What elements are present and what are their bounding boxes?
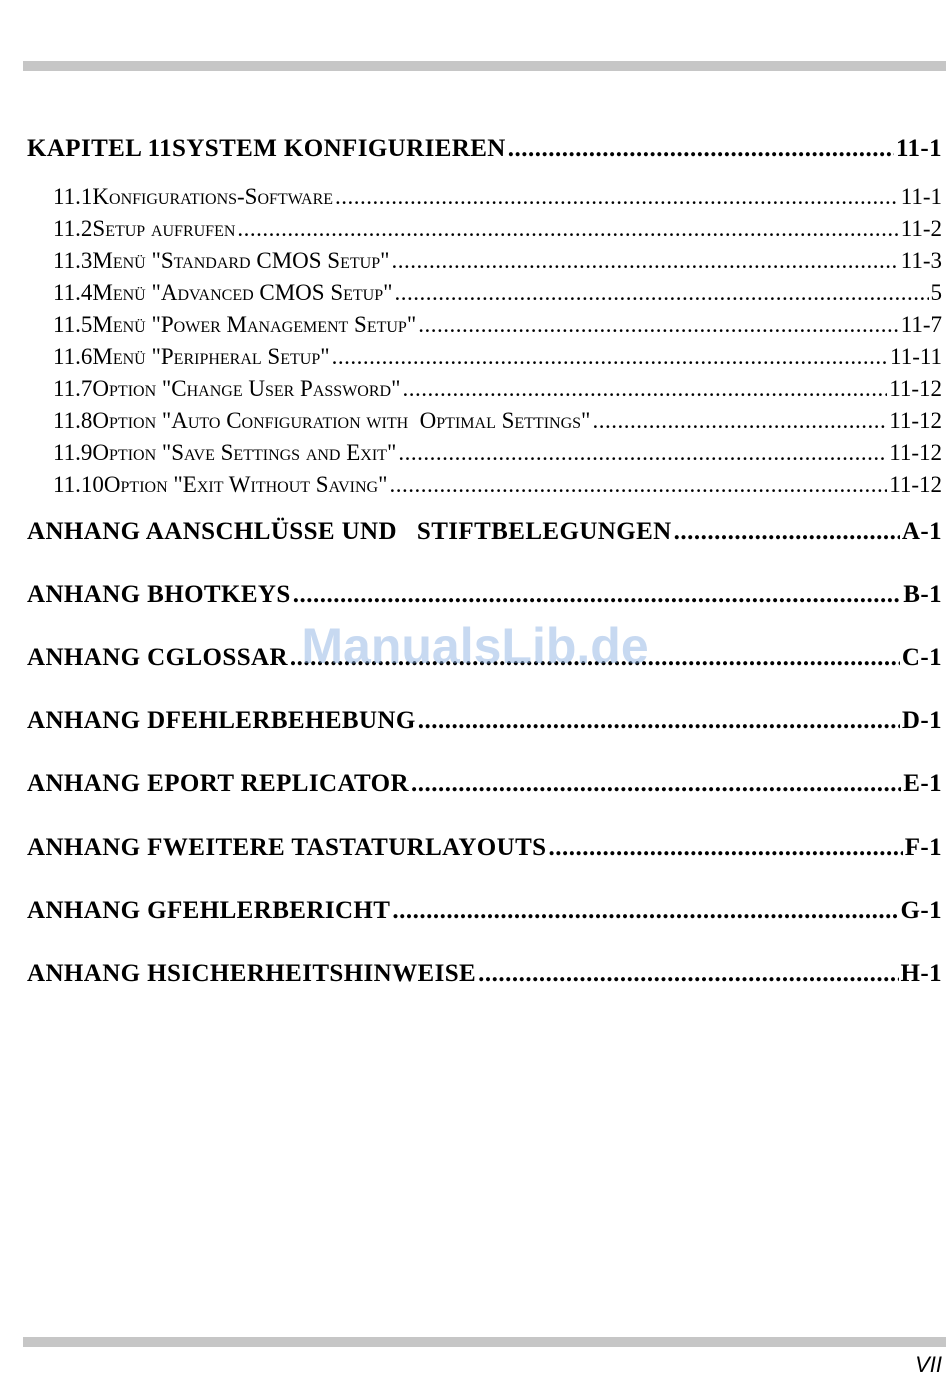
toc-section-11-3[interactable] — [27, 248, 942, 274]
dot-leader — [237, 216, 898, 242]
appendix-title: WEITERE TASTATURLAYOUTS — [162, 834, 547, 861]
appendix-page: G-1 — [900, 897, 942, 924]
section-title: Menü "Advanced CMOS Setup" — [92, 280, 393, 305]
section-page: 11-7 — [900, 312, 942, 337]
section-page: 11-12 — [889, 408, 942, 433]
toc-section-11-9[interactable] — [27, 440, 942, 466]
toc-section-11-4[interactable] — [27, 280, 942, 306]
appendix-title: GLOSSAR — [165, 644, 288, 671]
dot-leader — [392, 897, 898, 925]
toc-appendix-f[interactable] — [27, 834, 942, 862]
appendix-title: HOTKEYS — [164, 581, 291, 608]
dot-leader — [592, 408, 887, 434]
section-page: 5 — [930, 280, 942, 305]
bottom-divider — [23, 1337, 946, 1347]
appendix-page: A-1 — [901, 518, 942, 545]
section-page: 11-12 — [889, 472, 942, 497]
chapter-title: SYSTEM KONFIGURIEREN — [172, 135, 506, 162]
appendix-page: E-1 — [903, 770, 942, 797]
section-number: 11.2 — [53, 216, 93, 241]
watermark: ManualsLib.de — [301, 618, 649, 674]
section-page: 11-12 — [889, 376, 942, 401]
section-number: 11.4 — [53, 280, 93, 305]
appendix-page: B-1 — [903, 581, 942, 608]
dot-leader — [290, 644, 900, 672]
toc-section-11-2[interactable] — [27, 216, 942, 242]
appendix-page: F-1 — [904, 834, 942, 861]
chapter-page: 11-1 — [895, 135, 942, 162]
section-number: 11.9 — [53, 440, 93, 465]
appendix-title: FEHLERBEHEBUNG — [165, 707, 416, 734]
dot-leader — [674, 518, 900, 546]
appendix-label: ANHANG A — [27, 518, 165, 545]
section-number: 11.6 — [53, 344, 93, 369]
dot-leader — [402, 376, 887, 402]
section-number: 11.3 — [53, 248, 93, 273]
section-number: 11.10 — [53, 472, 104, 497]
dot-leader — [418, 312, 898, 338]
appendix-page: C-1 — [901, 644, 942, 671]
dot-leader — [395, 280, 929, 306]
appendix-label: ANHANG F — [27, 834, 163, 861]
section-number: 11.8 — [53, 408, 93, 433]
appendix-label: ANHANG E — [27, 770, 165, 797]
top-divider — [23, 61, 946, 71]
section-page: 11-12 — [889, 440, 942, 465]
section-number: 11.5 — [53, 312, 93, 337]
toc-appendix-g[interactable] — [27, 897, 942, 925]
appendix-label: ANHANG B — [27, 581, 165, 608]
appendix-title: ANSCHLÜSSE UND STIFTBELEGUNGEN — [164, 518, 672, 545]
section-title: Option "Change User Password" — [92, 376, 401, 401]
section-page: 11-11 — [890, 344, 942, 369]
section-title: Option "Exit Without Saving" — [103, 472, 388, 497]
dot-leader — [398, 440, 887, 466]
appendix-page: H-1 — [900, 960, 942, 987]
toc-section-11-5[interactable] — [27, 312, 942, 338]
appendix-label: ANHANG C — [27, 644, 166, 671]
dot-leader — [508, 135, 894, 163]
section-title: Konfigurations-Software — [92, 184, 334, 209]
section-number: 11.7 — [53, 376, 93, 401]
toc-appendix-h[interactable] — [27, 960, 942, 988]
dot-leader — [335, 184, 899, 210]
dot-leader — [332, 344, 888, 370]
dot-leader — [389, 472, 887, 498]
dot-leader — [548, 834, 902, 862]
appendix-label: ANHANG G — [27, 897, 168, 924]
section-number: 11.1 — [53, 184, 93, 209]
dot-leader — [391, 248, 898, 274]
section-page: 11-3 — [900, 248, 942, 273]
section-title: Menü "Peripheral Setup" — [92, 344, 330, 369]
toc-appendix-a[interactable] — [27, 518, 942, 546]
toc-section-11-6[interactable] — [27, 344, 942, 370]
section-page: 11-1 — [900, 184, 942, 209]
toc-section-11-8[interactable] — [27, 408, 942, 434]
appendix-label: ANHANG D — [27, 707, 166, 734]
chapter-number: KAPITEL 11 — [27, 135, 173, 162]
section-page: 11-2 — [900, 216, 942, 241]
toc-section-11-7[interactable] — [27, 376, 942, 402]
footer-page-number: VII — [915, 1352, 942, 1377]
section-title: Menü "Power Management Setup" — [92, 312, 417, 337]
dot-leader — [293, 581, 902, 609]
appendix-title: PORT REPLICATOR — [164, 770, 409, 797]
toc-section-11-1[interactable] — [27, 184, 942, 210]
toc-appendix-d[interactable] — [27, 707, 942, 735]
toc-appendix-e[interactable] — [27, 770, 942, 798]
toc-appendix-c[interactable] — [27, 644, 942, 672]
appendix-title: FEHLERBERICHT — [167, 897, 391, 924]
section-title: Menü "Standard CMOS Setup" — [92, 248, 390, 273]
toc-chapter-11[interactable] — [27, 135, 942, 163]
section-title: Option "Auto Configuration with Optimal Settings" — [92, 408, 591, 433]
section-title: Setup aufrufen — [92, 216, 236, 241]
dot-leader — [411, 770, 901, 798]
appendix-title: SICHERHEITSHINWEISE — [167, 960, 477, 987]
dot-leader — [418, 707, 900, 735]
section-title: Option "Save Settings and Exit" — [92, 440, 397, 465]
dot-leader — [478, 960, 898, 988]
toc-appendix-b[interactable] — [27, 581, 942, 609]
toc-section-11-10[interactable] — [27, 472, 942, 498]
appendix-label: ANHANG H — [27, 960, 168, 987]
appendix-page: D-1 — [901, 707, 942, 734]
